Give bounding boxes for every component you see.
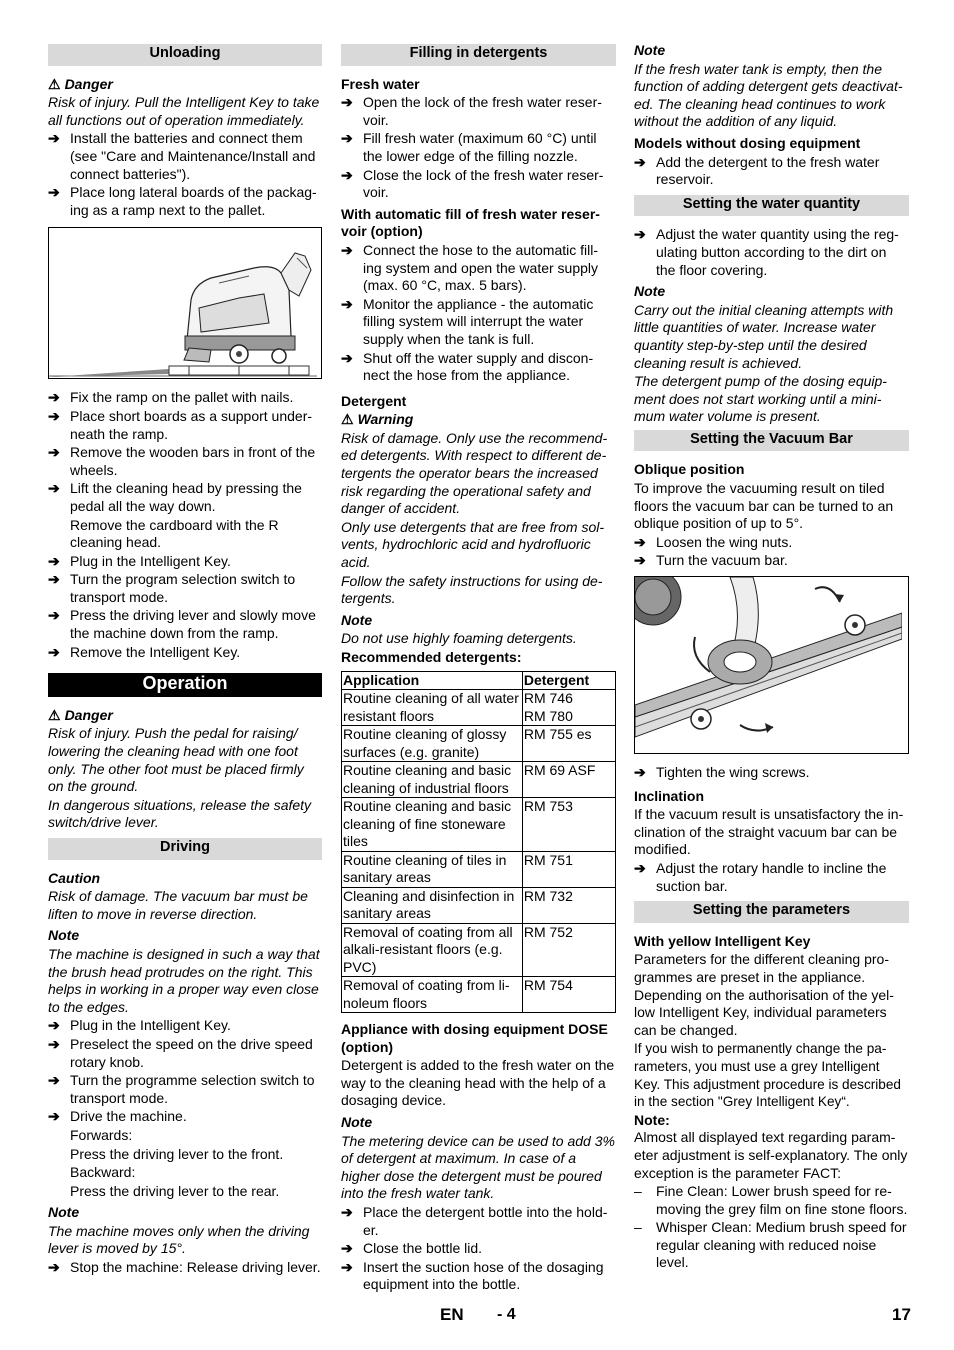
step-text: Close the lock of the fresh water reser-voir.	[363, 166, 604, 201]
arrow-right-icon: ➔	[48, 552, 60, 569]
arrow-right-icon: ➔	[634, 860, 646, 876]
section-filling-detergents: Filling in detergents	[341, 44, 616, 66]
forwards-label: Forwards:	[70, 1126, 133, 1143]
step-text: Shut off the water supply and discon-nect the hose from the appliance.	[363, 349, 594, 384]
step-item	[48, 1259, 322, 1277]
cell-application: Removal of coating from all alkali-resistant floors (e.g. PVC)	[342, 923, 523, 977]
arrow-right-icon: ➔	[634, 153, 646, 170]
arrow-right-icon: ➔	[341, 241, 353, 258]
chapter-operation: Operation	[48, 673, 322, 697]
section-driving: Driving	[48, 838, 322, 860]
warning-text: Risk of damage. Only use the recommend-ed detergents. With respect to different de-tergents the operator bears the increased risk regarding the operational safety and danger of accident.	[341, 429, 608, 517]
arrow-right-icon: ➔	[341, 1204, 353, 1221]
machine-on-pallet-illustration	[49, 228, 319, 378]
table-row	[342, 690, 616, 726]
cell-application: Routine cleaning and basic cleaning of fine stoneware tiles	[342, 798, 523, 852]
body-text: Parameters for the different cleaning pro-grammes are preset in the appliance. Depending on the authorisation of the yel-low Intelligent Key, individual parameters can be changed.	[634, 951, 894, 1038]
step-item	[48, 408, 322, 443]
arrow-right-icon: ➔	[48, 1017, 60, 1034]
cell-application: Routine cleaning of glossy surfaces (e.g. granite)	[342, 726, 523, 762]
warning-triangle-icon: ⚠	[48, 75, 61, 92]
step-text: Preselect the speed on the drive speed rotary knob.	[70, 1035, 313, 1070]
footer-page-number: 17	[892, 1305, 911, 1324]
cell-detergent: RM 69 ASF	[522, 762, 615, 798]
step-list	[48, 553, 322, 662]
step-item	[48, 553, 322, 571]
step-text: Adjust the rotary handle to incline the suction bar.	[656, 860, 887, 894]
backward-text: Press the driving lever to the rear.	[70, 1182, 280, 1199]
table-row	[342, 851, 616, 887]
step-list	[634, 860, 909, 895]
step-text: Insert the suction hose of the dosaging equipment into the bottle.	[363, 1258, 604, 1293]
step-text: Drive the machine.	[70, 1108, 187, 1125]
step-item	[634, 552, 909, 570]
step-item	[48, 644, 322, 662]
note-text: The machine moves only when the driving lever is moved by 15°.	[48, 1222, 310, 1257]
table-row	[342, 887, 616, 923]
step-item	[48, 130, 322, 183]
step-text: Fill fresh water (maximum 60 °C) until the lower edge of the filling nozzle.	[363, 130, 597, 164]
backward-label: Backward:	[70, 1164, 136, 1181]
step-item	[48, 389, 322, 407]
step-item	[341, 1259, 616, 1294]
step-list	[48, 1259, 322, 1277]
step-list	[341, 242, 616, 385]
arrow-right-icon: ➔	[48, 1072, 60, 1089]
note-bold-label: Note:	[634, 1111, 670, 1128]
table-body	[342, 690, 616, 1013]
step-list	[48, 130, 322, 219]
step-item	[48, 1017, 322, 1035]
subheading-inclination: Inclination	[634, 787, 704, 804]
arrow-right-icon: ➔	[634, 764, 646, 781]
step-item	[634, 226, 909, 279]
section-vacuum-bar: Setting the Vacuum Bar	[634, 430, 909, 452]
arrow-right-icon: ➔	[634, 226, 646, 243]
step-list	[48, 389, 322, 515]
note-text: The metering device can be used to add 3% of detergent at maximum. In case of a higher dose the detergent must be poured into the fresh water tank.	[341, 1132, 615, 1202]
step-text: Close the bottle lid.	[363, 1240, 483, 1257]
step-text: Turn the vacuum bar.	[656, 552, 788, 569]
step-item	[634, 860, 909, 895]
step-item	[341, 167, 616, 202]
column-right	[634, 42, 909, 1273]
cell-application: Cleaning and disinfection in sanitary areas	[342, 887, 523, 923]
detergent-table	[341, 671, 616, 1014]
section-parameters: Setting the parameters	[634, 901, 909, 923]
table-header-row	[342, 671, 616, 690]
vacuum-bar-illustration	[635, 577, 902, 753]
table-row	[342, 798, 616, 852]
table-row	[342, 762, 616, 798]
step-text: Adjust the water quantity using the reg-ulating button according to the dirt on the floor covering.	[656, 226, 899, 278]
arrow-right-icon: ➔	[48, 571, 60, 588]
cell-application: Removal of coating from li-noleum floors	[342, 977, 523, 1013]
column-middle	[341, 44, 616, 1295]
column-header-application: Application	[342, 671, 523, 690]
step-continuation: Remove the cardboard with the R cleaning head.	[70, 516, 279, 551]
arrow-right-icon: ➔	[48, 407, 60, 424]
arrow-right-icon: ➔	[341, 349, 353, 366]
note-label: Note	[48, 1204, 80, 1221]
arrow-right-icon: ➔	[48, 444, 60, 461]
dash-text: Whisper Clean: Medium brush speed for regular cleaning with reduced noise level.	[656, 1219, 907, 1271]
arrow-right-icon: ➔	[341, 1240, 353, 1257]
caution-label: Caution	[48, 869, 101, 886]
step-text: Remove the wooden bars in front of the wheels.	[70, 444, 316, 478]
recommended-detergents-label: Recommended detergents:	[341, 649, 522, 665]
body-text: To improve the vacuuming result on tiled floors the vacuum bar can be turned to an oblique position of up to 5°.	[634, 480, 894, 532]
step-text: Lift the cleaning head by pressing the pedal all the way down.	[70, 480, 302, 514]
danger-text: In dangerous situations, release the safety switch/drive lever.	[48, 796, 312, 831]
arrow-right-icon: ➔	[341, 166, 353, 183]
step-text: Plug in the Intelligent Key.	[70, 552, 231, 569]
arrow-right-icon: ➔	[48, 1259, 60, 1276]
cell-application: Routine cleaning and basic cleaning of industrial floors	[342, 762, 523, 798]
figure-machine-on-pallet	[48, 227, 322, 379]
dash-item	[634, 1183, 909, 1218]
arrow-right-icon: ➔	[341, 295, 353, 312]
step-item	[48, 571, 322, 606]
step-item	[341, 94, 616, 129]
cell-detergent: RM 752	[522, 923, 615, 977]
cell-detergent: RM 754	[522, 977, 615, 1013]
arrow-right-icon: ➔	[341, 130, 353, 147]
step-text: Connect the hose to the automatic fill-ing system and open the water supply (max. 60 °C, max. 5 bars).	[363, 241, 599, 294]
note-text: The machine is designed in such a way that the brush head protrudes on the right. This helps in working in a proper way even close to the edges.	[48, 945, 320, 1015]
section-water-quantity: Setting the water quantity	[634, 195, 909, 217]
figure-vacuum-bar	[634, 576, 909, 754]
warning-label: ⚠ Warning	[341, 411, 414, 428]
arrow-right-icon: ➔	[48, 130, 60, 147]
note-text: Carry out the initial cleaning attempts with little quantities of water. Increase water quantity step-by-step until the desired cleaning result is achieved.	[634, 301, 894, 371]
cell-detergent: RM 732	[522, 887, 615, 923]
step-item	[341, 242, 616, 295]
dash-text: Fine Clean: Lower brush speed for re-moving the grey film on fine stone floors.	[656, 1183, 908, 1217]
column-left	[48, 44, 322, 1278]
dash-bullet: –	[634, 1219, 642, 1236]
step-item	[341, 1204, 616, 1239]
note-text: Do not use highly foaming detergents.	[341, 630, 577, 647]
step-text: Place the detergent bottle into the hold-er.	[363, 1204, 608, 1238]
cell-detergent: RM 755 es	[522, 726, 615, 762]
cell-application: Routine cleaning of tiles in sanitary areas	[342, 851, 523, 887]
step-text: Tighten the wing screws.	[656, 764, 810, 781]
danger-label: ⚠ Danger	[48, 706, 113, 723]
danger-label: ⚠ Danger	[48, 75, 113, 92]
step-item	[634, 764, 909, 782]
subheading-no-dosing: Models without dosing equipment	[634, 134, 861, 151]
step-text: Turn the program selection switch to transport mode.	[70, 571, 296, 605]
dash-bullet: –	[634, 1183, 642, 1200]
note-label: Note	[341, 1114, 373, 1131]
table-row	[342, 977, 616, 1013]
footer-section-page: - 4	[497, 1306, 516, 1323]
step-text: Place long lateral boards of the packag-ing as a ramp next to the pallet.	[70, 184, 317, 218]
step-item	[48, 1108, 322, 1126]
danger-text: Risk of injury. Push the pedal for raising/ lowering the cleaning head with one foot only. The other foot must be placed firmly on the ground.	[48, 725, 304, 795]
forwards-text: Press the driving lever to the front.	[70, 1145, 284, 1162]
section-unloading: Unloading	[48, 44, 322, 66]
arrow-right-icon: ➔	[634, 552, 646, 569]
note-label: Note	[341, 611, 373, 628]
note-text: If the fresh water tank is empty, then the function of adding detergent gets deactivat-ed. The cleaning head continues to work without the addition of any liquid.	[634, 60, 903, 130]
dash-item	[634, 1219, 909, 1272]
cell-detergent: RM 753	[522, 798, 615, 852]
subheading-yellow-key: With yellow Intelligent Key	[634, 932, 811, 949]
step-text: Turn the programme selection switch to transport mode.	[70, 1072, 315, 1106]
step-text: Plug in the Intelligent Key.	[70, 1017, 231, 1034]
caution-text: Risk of damage. The vacuum bar must be liften to move in reverse direction.	[48, 888, 308, 922]
step-text: Press the driving lever and slowly move the machine down from the ramp.	[70, 607, 316, 642]
arrow-right-icon: ➔	[634, 533, 646, 550]
step-list	[634, 764, 909, 782]
note-label: Note	[634, 42, 666, 58]
arrow-right-icon: ➔	[48, 1035, 60, 1052]
step-list	[634, 154, 909, 189]
body-text: Almost all displayed text regarding param-eter adjustment is self-explanatory. The only exception is the parameter FACT:	[634, 1129, 908, 1181]
danger-text: Risk of injury. Pull the Intelligent Key to take all functions out of operation immediately.	[48, 94, 320, 128]
arrow-right-icon: ➔	[48, 389, 60, 406]
cell-detergent: RM 751	[522, 851, 615, 887]
step-item	[341, 296, 616, 349]
warning-text: Follow the safety instructions for using de-tergents.	[341, 572, 603, 607]
note-label: Note	[48, 927, 80, 944]
warning-text: Only use detergents that are free from sol-vents, hydrochloric acid and hydrofluoric acid.	[341, 518, 605, 571]
arrow-right-icon: ➔	[341, 1258, 353, 1275]
subheading-fresh-water: Fresh water	[341, 75, 420, 92]
step-text: Open the lock of the fresh water reser-voir.	[363, 94, 602, 128]
step-item	[341, 350, 616, 385]
step-text: Install the batteries and connect them (see "Care and Maintenance/Install and connect batteries").	[70, 130, 316, 182]
step-text: Monitor the appliance - the automatic filling system will interrupt the water supply when the tank is full.	[363, 295, 594, 347]
step-item	[48, 607, 322, 642]
step-item	[341, 130, 616, 165]
step-list	[48, 1017, 322, 1126]
step-text: Loosen the wing nuts.	[656, 533, 793, 550]
cell-application: Routine cleaning of all water resistant floors	[342, 690, 523, 726]
step-list	[341, 94, 616, 202]
step-list	[634, 226, 909, 279]
step-item	[634, 534, 909, 552]
step-item	[341, 1240, 616, 1258]
arrow-right-icon: ➔	[48, 480, 60, 497]
arrow-right-icon: ➔	[48, 184, 60, 201]
cell-detergent: RM 746 RM 780	[522, 690, 615, 726]
subheading-detergent: Detergent	[341, 392, 407, 409]
note-label: Note	[634, 283, 666, 300]
table-row	[342, 726, 616, 762]
step-text: Stop the machine: Release driving lever.	[70, 1259, 321, 1276]
subheading-auto-fill: With automatic fill of fresh water reser-voir (option)	[341, 205, 600, 240]
step-text: Remove the Intelligent Key.	[70, 643, 241, 660]
step-list	[634, 534, 909, 570]
arrow-right-icon: ➔	[48, 1108, 60, 1125]
warning-triangle-icon: ⚠	[48, 706, 61, 723]
step-item	[48, 1036, 322, 1071]
footer-language: EN	[440, 1305, 464, 1324]
step-text: Place short boards as a support under-neath the ramp.	[70, 407, 313, 442]
step-item	[48, 444, 322, 479]
dash-list	[634, 1183, 909, 1272]
body-text: Detergent is added to the fresh water on the way to the cleaning head with the help of a dosaging device.	[341, 1057, 615, 1109]
body-text: If the vacuum result is unsatisfactory the in-clination of the straight vacuum bar can be modified.	[634, 806, 904, 858]
step-list	[341, 1204, 616, 1294]
body-text: If you wish to permanently change the pa-rameters, you must use a grey Intelligent Key. This adjustment procedure is described in the section "Grey Intelligent Key“.	[634, 1041, 901, 1110]
step-item	[48, 480, 322, 515]
note-text: The detergent pump of the dosing equip-ment does not start working until a mini-mum water volume is present.	[634, 373, 887, 425]
table-row	[342, 923, 616, 977]
warning-triangle-icon: ⚠	[341, 411, 354, 428]
step-item	[48, 184, 322, 219]
subheading-oblique: Oblique position	[634, 461, 745, 478]
step-text: Add the detergent to the fresh water reservoir.	[656, 153, 880, 188]
step-item	[634, 154, 909, 189]
column-header-detergent: Detergent	[522, 671, 615, 690]
arrow-right-icon: ➔	[341, 94, 353, 111]
arrow-right-icon: ➔	[48, 643, 60, 660]
step-item	[48, 1072, 322, 1107]
arrow-right-icon: ➔	[48, 607, 60, 624]
step-text: Fix the ramp on the pallet with nails.	[70, 389, 294, 406]
subheading-dosing-equipment: Appliance with dosing equipment DOSE (option)	[341, 1021, 608, 1055]
